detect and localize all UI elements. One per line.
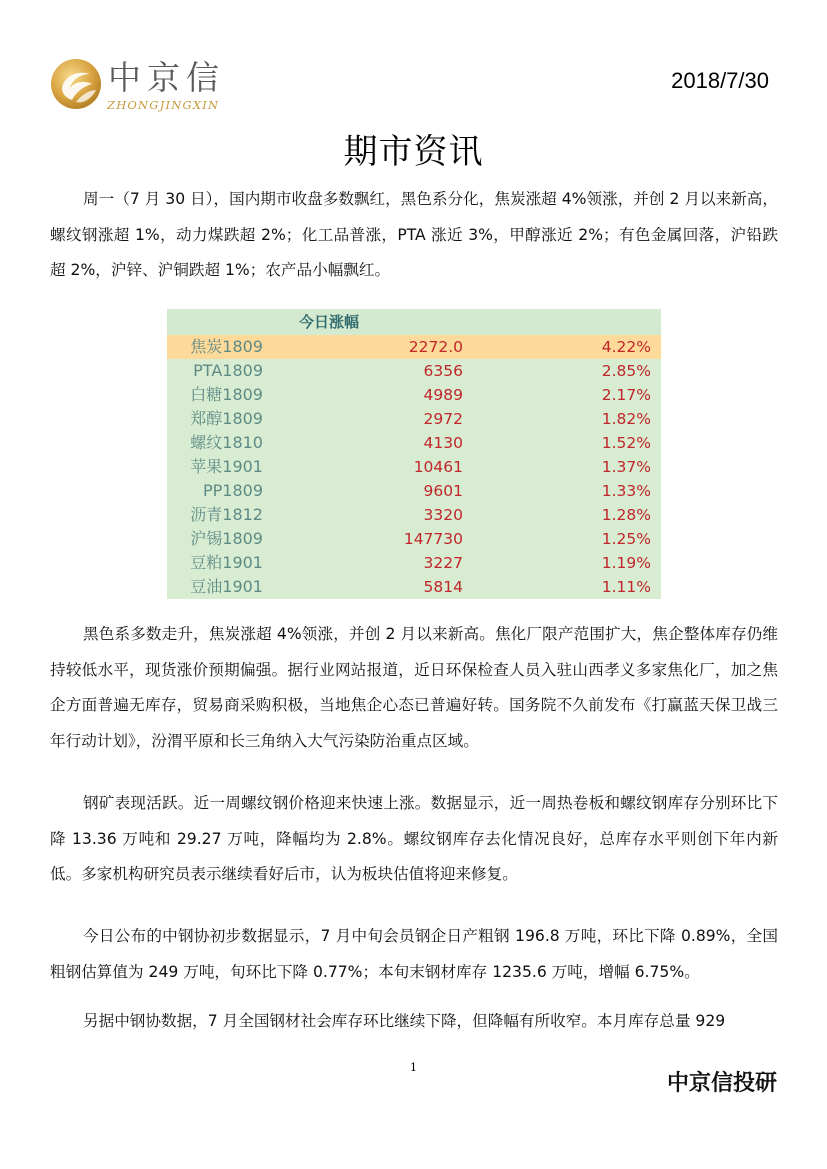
contract-price: 6356 bbox=[423, 362, 463, 380]
contract-name: 沪锡1809 bbox=[190, 529, 263, 548]
contract-name: 白糖1809 bbox=[190, 385, 263, 404]
table-row bbox=[167, 479, 661, 503]
contract-change: 1.28% bbox=[601, 506, 651, 524]
page-title: 期市资讯 bbox=[343, 132, 484, 172]
gainers-table bbox=[167, 309, 661, 599]
contract-price: 3227 bbox=[423, 554, 463, 572]
contract-change: 1.33% bbox=[601, 482, 651, 500]
contract-price: 147730 bbox=[403, 530, 463, 548]
contract-price: 5814 bbox=[423, 578, 463, 596]
footer-brand: 中京信投研 bbox=[666, 1071, 777, 1096]
contract-price: 9601 bbox=[423, 482, 463, 500]
table-row bbox=[167, 383, 661, 407]
table-row bbox=[167, 503, 661, 527]
contract-change: 4.22% bbox=[601, 338, 651, 356]
table-row bbox=[167, 407, 661, 431]
table-row bbox=[167, 359, 661, 383]
table-row bbox=[167, 551, 661, 575]
report-date: 2018/7/30 bbox=[671, 68, 769, 93]
table-row bbox=[167, 431, 661, 455]
table-row bbox=[167, 575, 661, 599]
logo-emblem-icon bbox=[50, 58, 102, 110]
paragraph-black-series: 黑色系多数走升，焦炭涨超 4%领涨，并创 2 月以来新高。焦化厂限产范围扩大，焦企整体库存仍维持较低水平，现货涨价预期偏强。据行业网站报道，近日环保检查人员入驻山西孝义多家焦化厂，加之焦企方面普遍无库存，贸易商采购积极，当地焦企心态已普遍好转。国务院不久前发布《打赢蓝天保卫战三年行动计划》，汾渭平原和长三角纳入大气污染防治重点区域。 bbox=[50, 625, 778, 750]
contract-name: 郑醇1809 bbox=[190, 409, 263, 428]
paragraph-market-summary: 周一（7 月 30 日），国内期市收盘多数飘红，黑色系分化，焦炭涨超 4%领涨，并创 2 月以来新高，螺纹钢涨超 1%，动力煤跌超 2%；化工品普涨，PTA 涨近 3%，甲醇涨近 2%；有色金属回落，沪铅跌超 2%，沪锌、沪铜跌超 1%；农产品小幅飘红。 bbox=[50, 190, 778, 279]
company-logo bbox=[50, 58, 240, 118]
contract-price: 3320 bbox=[423, 506, 463, 524]
contract-name: 螺纹1810 bbox=[190, 433, 263, 452]
logo-name: 中京信 bbox=[108, 58, 225, 97]
contract-change: 2.17% bbox=[601, 386, 651, 404]
contract-name: 豆油1901 bbox=[190, 577, 263, 596]
contract-change: 1.52% bbox=[601, 434, 651, 452]
contract-name: 豆粕1901 bbox=[190, 553, 263, 572]
contract-name: PTA1809 bbox=[193, 361, 263, 380]
contract-name: PP1809 bbox=[202, 481, 263, 500]
contract-change: 2.85% bbox=[601, 362, 651, 380]
contract-name: 焦炭1809 bbox=[190, 337, 263, 356]
page-number: 1 bbox=[410, 1061, 417, 1074]
contract-change: 1.11% bbox=[601, 578, 651, 596]
contract-change: 1.19% bbox=[601, 554, 651, 572]
contract-name: 苹果1901 bbox=[190, 457, 263, 476]
contract-name: 沥青1812 bbox=[190, 505, 263, 524]
table-header: 今日涨幅 bbox=[167, 309, 661, 335]
table-row bbox=[167, 335, 661, 359]
logo-subtitle: ZHONGJINGXIN bbox=[107, 98, 220, 112]
table-row bbox=[167, 455, 661, 479]
contract-price: 4130 bbox=[423, 434, 463, 452]
contract-change: 1.37% bbox=[601, 458, 651, 476]
contract-change: 1.25% bbox=[601, 530, 651, 548]
paragraph-cisa-data: 今日公布的中钢协初步数据显示，7 月中旬会员钢企日产粗钢 196.8 万吨，环比下降 0.89%，全国粗钢估算值为 249 万吨，旬环比下降 0.77%；本旬末钢材库存 1235.6 万吨，增幅 6.75%。 bbox=[50, 927, 778, 981]
paragraph-steel-ore: 钢矿表现活跃。近一周螺纹钢价格迎来快速上涨。数据显示，近一周热卷板和螺纹钢库存分别环比下降 13.36 万吨和 29.27 万吨，降幅均为 2.8%。螺纹钢库存去化情况良好，总库存水平则创下年内新低。多家机构研究员表示继续看好后市，认为板块估值将迎来修复。 bbox=[50, 794, 778, 883]
contract-change: 1.82% bbox=[601, 410, 651, 428]
contract-price: 10461 bbox=[413, 458, 463, 476]
table-row bbox=[167, 527, 661, 551]
paragraph-inventory: 另据中钢协数据，7 月全国钢材社会库存环比继续下降，但降幅有所收窄。本月库存总量 929 bbox=[83, 1012, 726, 1030]
contract-price: 4989 bbox=[423, 386, 463, 404]
contract-price: 2272.0 bbox=[408, 338, 463, 356]
contract-price: 2972 bbox=[423, 410, 463, 428]
